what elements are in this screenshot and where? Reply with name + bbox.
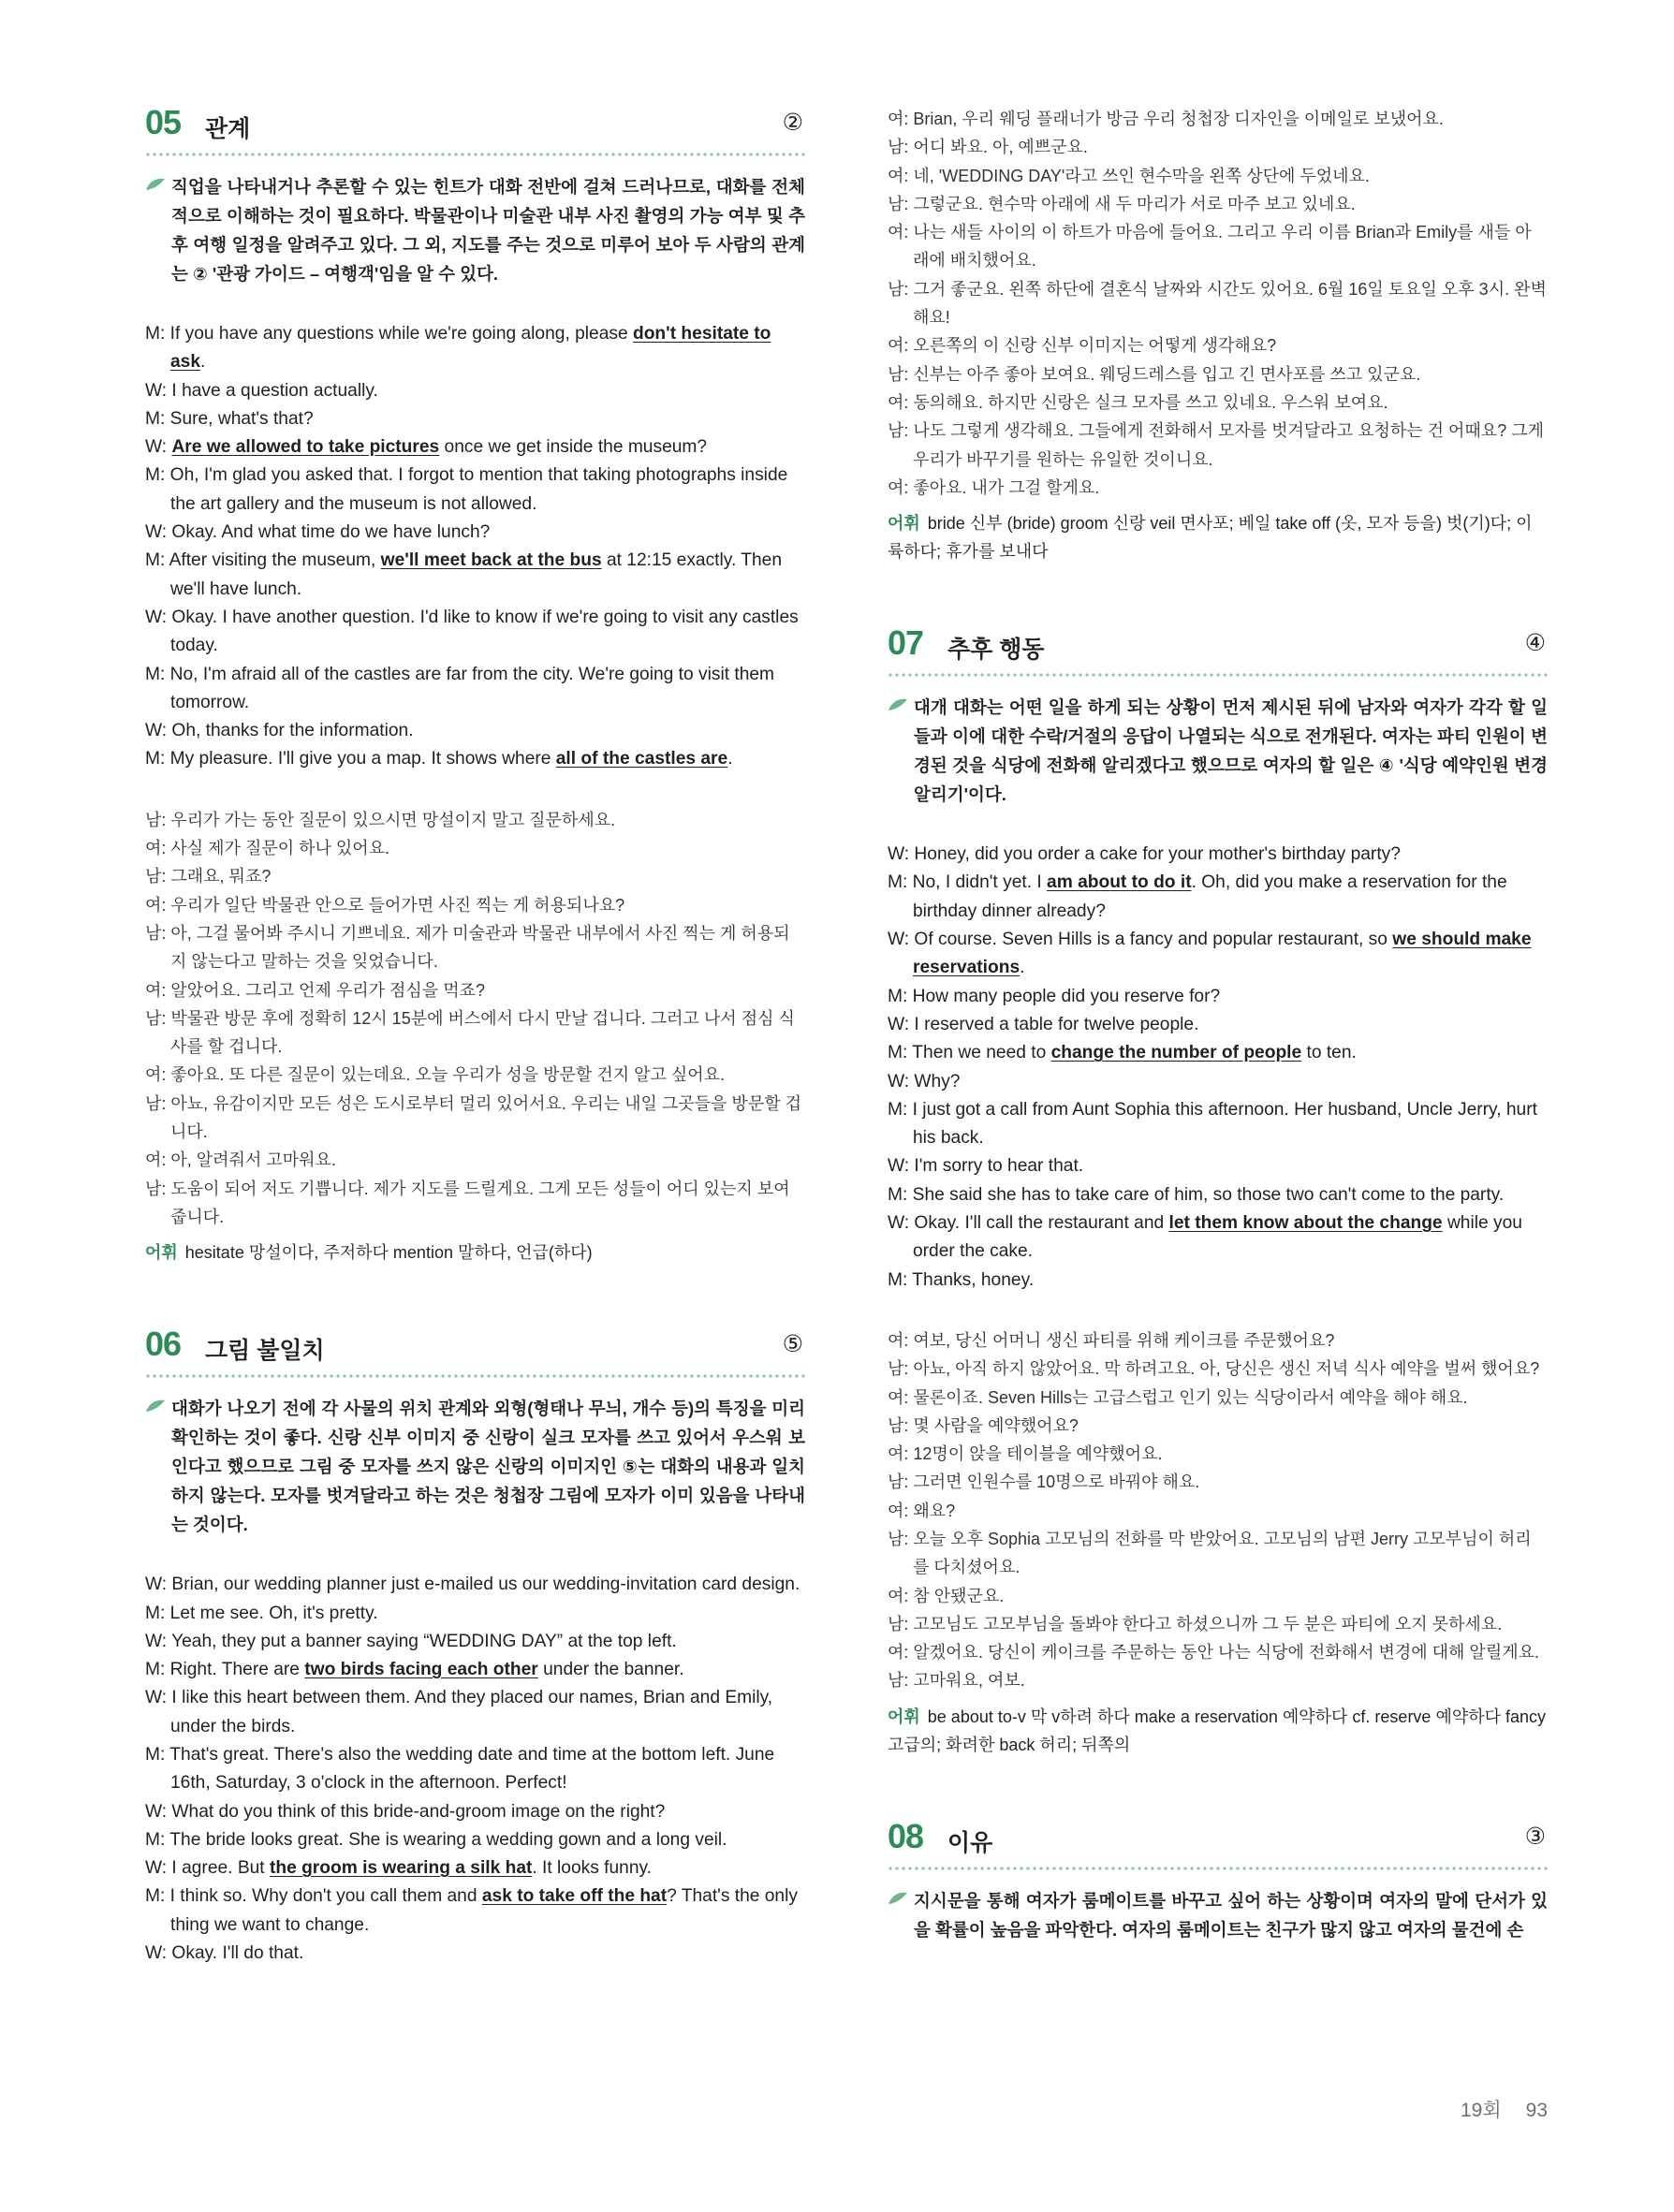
key-phrase: we should make reservations bbox=[913, 930, 1532, 978]
dotted-divider bbox=[145, 1373, 805, 1379]
leaf-icon bbox=[145, 1399, 166, 1413]
hint-text: 지시문을 통해 여자가 룸메이트를 바꾸고 싶어 하는 상황이며 여자의 말에 단서가 있을 확률이 높음을 파악한다. 여자의 룸메이트는 친구가 많지 않고 여자의 물건에 손 bbox=[914, 1890, 1548, 1940]
leaf-icon bbox=[888, 1892, 908, 1905]
dialogue-line bbox=[888, 1096, 1548, 1153]
translation-line: 남: 고모님도 고모부님을 돌봐야 한다고 하셨으니까 그 두 분은 파티에 오지 못하세요. bbox=[888, 1614, 1503, 1633]
key-phrase: ask to take off the hat bbox=[481, 1886, 668, 1907]
dialogue-line bbox=[888, 1068, 1548, 1096]
translation-line: 남: 도움이 되어 저도 기쁩니다. 제가 지도를 드릴게요. 그게 모든 성들이 어디 있는지 보여줍니다. bbox=[145, 1179, 790, 1226]
translation-line: 남: 그러면 인원수를 10명으로 바꿔야 해요. bbox=[888, 1472, 1200, 1492]
vocabulary-note bbox=[145, 1238, 805, 1267]
translation-line: 여: 오른쪽의 이 신랑 신부 이미지는 어떻게 생각해요? bbox=[888, 336, 1277, 356]
section-number: 05 bbox=[145, 103, 182, 141]
translation-line: 여: 동의해요. 하지만 신랑은 실크 모자를 쓰고 있네요. 우스워 보여요. bbox=[888, 392, 1388, 412]
section-05 bbox=[145, 103, 805, 1267]
dialogue-line bbox=[145, 661, 805, 718]
dialogue-line bbox=[888, 869, 1548, 926]
vocabulary-note bbox=[888, 1703, 1548, 1759]
section-header bbox=[888, 1817, 1548, 1864]
section-number: 07 bbox=[888, 623, 924, 663]
line-text: . bbox=[1020, 958, 1025, 978]
translation-line: 여: 나는 새들 사이의 이 하트가 마음에 들어요. 그리고 우리 이름 Brian과 Emily를 새들 아래에 배치했어요. bbox=[888, 223, 1532, 271]
line-text: M: If you have any questions while we're going along, please bbox=[145, 324, 633, 344]
dialogue-line bbox=[145, 320, 805, 377]
hint-text: 대화가 나오기 전에 각 사물의 위치 관계와 외형(형태나 무늬, 개수 등)의 특징을 미리 확인하는 것이 좋다. 신랑 신부 이미지 중 신랑이 실크 모자를 쓰고 있어서 우스워 보인다고 했으므로 그림 중 모자를 쓰지 않은 신랑의 이미지인 ⑤는 대화의 내용과 일치하지 않는다. 모자를 벗겨달라고 하는 것은 청첩장 그림에 모자가 이미 있음을 나타내는 것이다. bbox=[171, 1399, 805, 1535]
line-text: M: After visiting the museum, bbox=[145, 550, 381, 571]
dialogue-english bbox=[145, 1571, 805, 1968]
dialogue-line bbox=[145, 604, 805, 661]
dialogue-korean bbox=[888, 1326, 1548, 1695]
section-number: 08 bbox=[888, 1816, 924, 1855]
line-text: M: I think so. Why don't you call them and bbox=[145, 1886, 482, 1907]
dialogue-line bbox=[888, 1209, 1548, 1267]
line-text: W: Okay. And what time do we have lunch? bbox=[145, 522, 491, 543]
dialogue-line bbox=[145, 1798, 805, 1826]
dialogue-line bbox=[145, 717, 805, 745]
dialogue-line bbox=[145, 1826, 805, 1854]
translation-line: 남: 신부는 아주 좋아 보여요. 웨딩드레스를 입고 긴 면사포를 쓰고 있군요. bbox=[888, 364, 1421, 384]
line-text: W: Yeah, they put a banner saying “WEDDING DAY” at the top left. bbox=[145, 1631, 677, 1651]
line-text: W: Okay. I have another question. I'd like to know if we're going to visit any castles today. bbox=[145, 607, 799, 656]
line-text: ? That's the only thing we want to change. bbox=[170, 1886, 798, 1935]
key-phrase: two birds facing each other bbox=[304, 1660, 538, 1680]
dialogue-line bbox=[145, 1940, 805, 1968]
dialogue-line bbox=[145, 1600, 805, 1628]
translation-line: 남: 고마워요, 여보. bbox=[888, 1671, 1025, 1691]
translation-line: 여: 아, 알려줘서 고마워요. bbox=[145, 1150, 336, 1170]
dialogue-line bbox=[145, 519, 805, 547]
line-text: M: How many people did you reserve for? bbox=[888, 986, 1221, 1006]
translation-line: 남: 그래요, 뭐죠? bbox=[145, 867, 272, 886]
line-text: W: What do you think of this bride-and-groom image on the right? bbox=[145, 1801, 666, 1822]
key-phrase: don't hesitate to ask bbox=[170, 324, 771, 373]
line-text: M: Then we need to bbox=[888, 1043, 1051, 1063]
translation-line: 여: 참 안됐군요. bbox=[888, 1586, 1005, 1605]
translation-line: 남: 그렇군요. 현수막 아래에 새 두 마리가 서로 마주 보고 있네요. bbox=[888, 194, 1356, 213]
round-label: 19회 bbox=[1460, 2100, 1502, 2121]
dialogue-line bbox=[145, 1628, 805, 1656]
answer-marker: ③ bbox=[1524, 1823, 1546, 1850]
line-text: once we get inside the museum? bbox=[439, 437, 708, 458]
dialogue-line bbox=[145, 1882, 805, 1940]
vocab-text: bride 신부 (bride) groom 신랑 veil 면사포; 베일 take off (옷, 모자 등을) 벗(기)다; 이륙하다; 휴가를 보내다 bbox=[888, 514, 1533, 562]
line-text: M: The bride looks great. She is wearing a wedding gown and a long veil. bbox=[145, 1829, 727, 1850]
section-title: 추후 행동 bbox=[947, 637, 1045, 664]
translation-line: 남: 그거 좋군요. 왼쪽 하단에 결혼식 날짜와 시간도 있어요. 6월 16일 토요일 오후 3시. 완벽해요! bbox=[888, 279, 1547, 328]
dialogue-line bbox=[145, 433, 805, 461]
line-text: M: I just got a call from Aunt Sophia this afternoon. Her husband, Uncle Jerry, hurt his back. bbox=[888, 1099, 1537, 1149]
dialogue-english bbox=[145, 320, 805, 774]
line-text: M: No, I'm afraid all of the castles are far from the city. We're going to visit them tomorrow. bbox=[145, 664, 775, 712]
line-text: M: Oh, I'm glad you asked that. I forgot to mention that taking photographs inside the art gallery and the museum is not allowed. bbox=[145, 465, 788, 514]
vocabulary-note bbox=[888, 509, 1548, 565]
vocab-label: 어휘 bbox=[888, 514, 920, 534]
section-number: 06 bbox=[145, 1325, 182, 1364]
key-phrase: all of the castles are bbox=[555, 749, 728, 769]
line-text: M: Let me see. Oh, it's pretty. bbox=[145, 1603, 378, 1623]
section-header bbox=[145, 1325, 805, 1371]
dialogue-line bbox=[888, 1152, 1548, 1180]
hint-paragraph bbox=[888, 1886, 1548, 1944]
left-column bbox=[145, 103, 805, 1968]
translation-line: 남: 어디 봐요. 아, 예쁘군요. bbox=[888, 138, 1088, 157]
translation-line: 남: 아뇨, 아직 하지 않았어요. 막 하려고요. 아, 당신은 생신 저녁 식사 예약을 벌써 했어요? bbox=[888, 1359, 1540, 1379]
line-text: W: Oh, thanks for the information. bbox=[145, 721, 414, 741]
section-07 bbox=[888, 623, 1548, 1759]
vocab-text: be about to-v 막 v하려 하다 make a reservation 예약하다 cf. reserve 예약하다 fancy 고급의; 화려한 back 허리; 뒤쪽의 bbox=[888, 1707, 1547, 1754]
dotted-divider bbox=[888, 672, 1548, 678]
section-08 bbox=[888, 1817, 1548, 1944]
key-phrase: change the number of people bbox=[1050, 1043, 1302, 1063]
line-text: W: Why? bbox=[888, 1071, 961, 1091]
hint-paragraph bbox=[888, 693, 1548, 809]
hint-text: 직업을 나타내거나 추론할 수 있는 힌트가 대화 전반에 걸쳐 드러나므로, 대화를 전체적으로 이해하는 것이 필요하다. 박물관이나 미술관 내부 사진 촬영의 가능 여부 및 추후 여행 일정을 알려주고 있다. 그 외, 지도를 주는 것으로 미루어 보아 두 사람의 관계는 ② '관광 가이드 – 여행객'임을 알 수 있다. bbox=[171, 177, 805, 284]
dotted-divider bbox=[145, 152, 805, 157]
line-text: W: Of course. Seven Hills is a fancy and popular restaurant, so bbox=[888, 930, 1393, 950]
section-header bbox=[888, 623, 1548, 670]
line-text: . bbox=[727, 749, 733, 769]
section-header bbox=[145, 103, 805, 150]
line-text: W: Brian, our wedding planner just e-mailed us our wedding-invitation card design. bbox=[145, 1575, 800, 1595]
key-phrase: am about to do it bbox=[1047, 872, 1192, 893]
line-text: W: Okay. I'll call the restaurant and bbox=[888, 1213, 1169, 1234]
dialogue-line bbox=[888, 1181, 1548, 1209]
translation-line: 남: 아, 그걸 물어봐 주시니 기쁘네요. 제가 미술관과 박물관 내부에서 사진 찍는 게 허용되지 않는다고 말하는 것을 잊었습니다. bbox=[145, 923, 790, 972]
vocab-label: 어휘 bbox=[145, 1243, 178, 1263]
leaf-icon bbox=[888, 698, 908, 711]
section-title: 이유 bbox=[947, 1829, 993, 1856]
line-text: . It looks funny. bbox=[532, 1858, 653, 1879]
answer-marker: ② bbox=[782, 110, 803, 136]
translation-line: 남: 오늘 오후 Sophia 고모님의 전화를 막 받았어요. 고모님의 남편 Jerry 고모부님이 허리를 다치셨어요. bbox=[888, 1529, 1532, 1577]
line-text: to ten. bbox=[1301, 1043, 1357, 1063]
dialogue-line bbox=[888, 1267, 1548, 1295]
line-text: M: She said she has to take care of him, so those two can't come to the party. bbox=[888, 1184, 1505, 1205]
answer-marker: ⑤ bbox=[782, 1331, 803, 1358]
translation-line: 남: 몇 사람을 예약했어요? bbox=[888, 1415, 1079, 1435]
key-phrase: we'll meet back at the bus bbox=[380, 550, 602, 571]
hint-paragraph bbox=[145, 172, 805, 288]
line-text: M: Sure, what's that? bbox=[145, 408, 314, 429]
line-text: W: I reserved a table for twelve people. bbox=[888, 1014, 1199, 1034]
translation-line: 여: 알겠어요. 당신이 케이크를 주문하는 동안 나는 식당에 전화해서 변경에 대해 알릴게요. bbox=[888, 1643, 1539, 1663]
line-text: W: bbox=[145, 437, 172, 458]
dialogue-line bbox=[888, 983, 1548, 1011]
section-title: 관계 bbox=[205, 116, 251, 142]
line-text: under the banner. bbox=[537, 1660, 684, 1680]
dialogue-line bbox=[145, 1656, 805, 1684]
key-phrase: Are we allowed to take pictures bbox=[171, 437, 440, 458]
line-text: while you order the cake. bbox=[913, 1213, 1522, 1262]
dialogue-line bbox=[888, 1011, 1548, 1039]
translation-line: 여: 좋아요. 또 다른 질문이 있는데요. 오늘 우리가 성을 방문할 건지 알고 싶어요. bbox=[145, 1065, 726, 1085]
key-phrase: let them know about the change bbox=[1168, 1213, 1443, 1234]
dialogue-korean bbox=[145, 806, 805, 1231]
translation-line: 남: 아뇨, 유감이지만 모든 성은 도시로부터 멀리 있어서요. 우리는 내일 그곳들을 방문할 겁니다. bbox=[145, 1093, 801, 1142]
translation-line: 여: 사실 제가 질문이 하나 있어요. bbox=[145, 839, 390, 858]
translation-line: 여: 네, 'WEDDING DAY'라고 쓰인 현수막을 왼쪽 상단에 두었네요. bbox=[888, 166, 1370, 185]
vocab-text: hesitate 망설이다, 주저하다 mention 말하다, 언급(하다) bbox=[184, 1243, 593, 1263]
dialogue-line bbox=[145, 1571, 805, 1599]
dialogue-line bbox=[145, 461, 805, 519]
translation-line: 여: 12명이 앉을 테이블을 예약했어요. bbox=[888, 1444, 1163, 1464]
leaf-icon bbox=[145, 178, 166, 191]
line-text: M: Thanks, honey. bbox=[888, 1269, 1035, 1290]
dialogue-line bbox=[145, 377, 805, 405]
line-text: . bbox=[200, 352, 206, 373]
dialogue-line bbox=[888, 1039, 1548, 1067]
translation-line: 여: 좋아요. 내가 그걸 할게요. bbox=[888, 477, 1100, 497]
vocab-label: 어휘 bbox=[888, 1707, 920, 1726]
right-column bbox=[888, 105, 1548, 1944]
translation-line: 여: 여보, 당신 어머니 생신 파티를 위해 케이크를 주문했어요? bbox=[888, 1330, 1335, 1350]
translation-line: 여: 왜요? bbox=[888, 1501, 956, 1520]
dotted-divider bbox=[888, 1866, 1548, 1871]
line-text: at 12:15 exactly. Then we'll have lunch. bbox=[170, 550, 782, 599]
translation-line: 여: 우리가 일단 박물관 안으로 들어가면 사진 찍는 게 허용되나요? bbox=[145, 895, 625, 915]
dialogue-english bbox=[888, 841, 1548, 1295]
dialogue-line bbox=[145, 547, 805, 604]
dialogue-line bbox=[145, 745, 805, 773]
line-text: W: I have a question actually. bbox=[145, 380, 378, 401]
translation-line: 남: 박물관 방문 후에 정확히 12시 15분에 버스에서 다시 만날 겁니다. 그러고 나서 점심 식사를 할 겁니다. bbox=[145, 1008, 795, 1057]
page-number: 93 bbox=[1525, 2100, 1548, 2121]
translation-line: 여: 알았어요. 그리고 언제 우리가 점심을 먹죠? bbox=[145, 980, 486, 1000]
dialogue-korean bbox=[888, 105, 1548, 502]
line-text: W: Honey, did you order a cake for your mother's birthday party? bbox=[888, 844, 1401, 865]
line-text: M: No, I didn't yet. I bbox=[888, 872, 1048, 893]
translation-line: 남: 우리가 가는 동안 질문이 있으시면 망설이지 말고 질문하세요. bbox=[145, 810, 616, 829]
dialogue-line bbox=[888, 926, 1548, 983]
dialogue-line bbox=[145, 1684, 805, 1741]
dialogue-line bbox=[145, 1741, 805, 1798]
dialogue-line bbox=[888, 841, 1548, 869]
line-text: W: Okay. I'll do that. bbox=[145, 1943, 304, 1964]
line-text: M: Right. There are bbox=[145, 1660, 305, 1680]
translation-line: 여: Brian, 우리 웨딩 플래너가 방금 우리 청첩장 디자인을 이메일로 보냈어요. bbox=[888, 110, 1444, 128]
line-text: W: I like this heart between them. And they placed our names, Brian and Emily, under the birds. bbox=[145, 1688, 773, 1736]
answer-marker: ④ bbox=[1524, 630, 1546, 657]
hint-paragraph bbox=[145, 1394, 805, 1539]
dialogue-line bbox=[145, 1854, 805, 1882]
dialogue-line bbox=[145, 405, 805, 433]
translation-line: 남: 나도 그렇게 생각해요. 그들에게 전화해서 모자를 벗겨달라고 요청하는 건 어때요? 그게 우리가 바꾸기를 원하는 유일한 것이니요. bbox=[888, 421, 1544, 469]
hint-text: 대개 대화는 어떤 일을 하게 되는 상황이 먼저 제시된 뒤에 남자와 여자가 각각 할 일들과 이에 대한 수락/거절의 응답이 나열되는 식으로 전개된다. 여자는 파티 인원이 변경된 것을 식당에 전화해 알리겠다고 했으므로 여자의 할 일은 ④ '식당 예약인원 변경 알리기'이다. bbox=[914, 697, 1548, 805]
line-text: W: I'm sorry to hear that. bbox=[888, 1156, 1084, 1177]
page-footer bbox=[1461, 2095, 1548, 2123]
line-text: . Oh, did you make a reservation for the birthday dinner already? bbox=[913, 872, 1507, 921]
section-title: 그림 불일치 bbox=[205, 1338, 325, 1365]
line-text: M: My pleasure. I'll give you a map. It shows where bbox=[145, 749, 556, 769]
key-phrase: the groom is wearing a silk hat bbox=[269, 1858, 533, 1879]
line-text: W: I agree. But bbox=[145, 1858, 270, 1879]
line-text: M: That's great. There's also the wedding date and time at the bottom left. June 16th, Saturday, 3 o'clock in the afternoon. Perfect! bbox=[145, 1744, 775, 1794]
translation-line: 여: 물론이죠. Seven Hills는 고급스럽고 인기 있는 식당이라서 예약을 해야 해요. bbox=[888, 1387, 1468, 1407]
section-06 bbox=[145, 1325, 805, 1968]
